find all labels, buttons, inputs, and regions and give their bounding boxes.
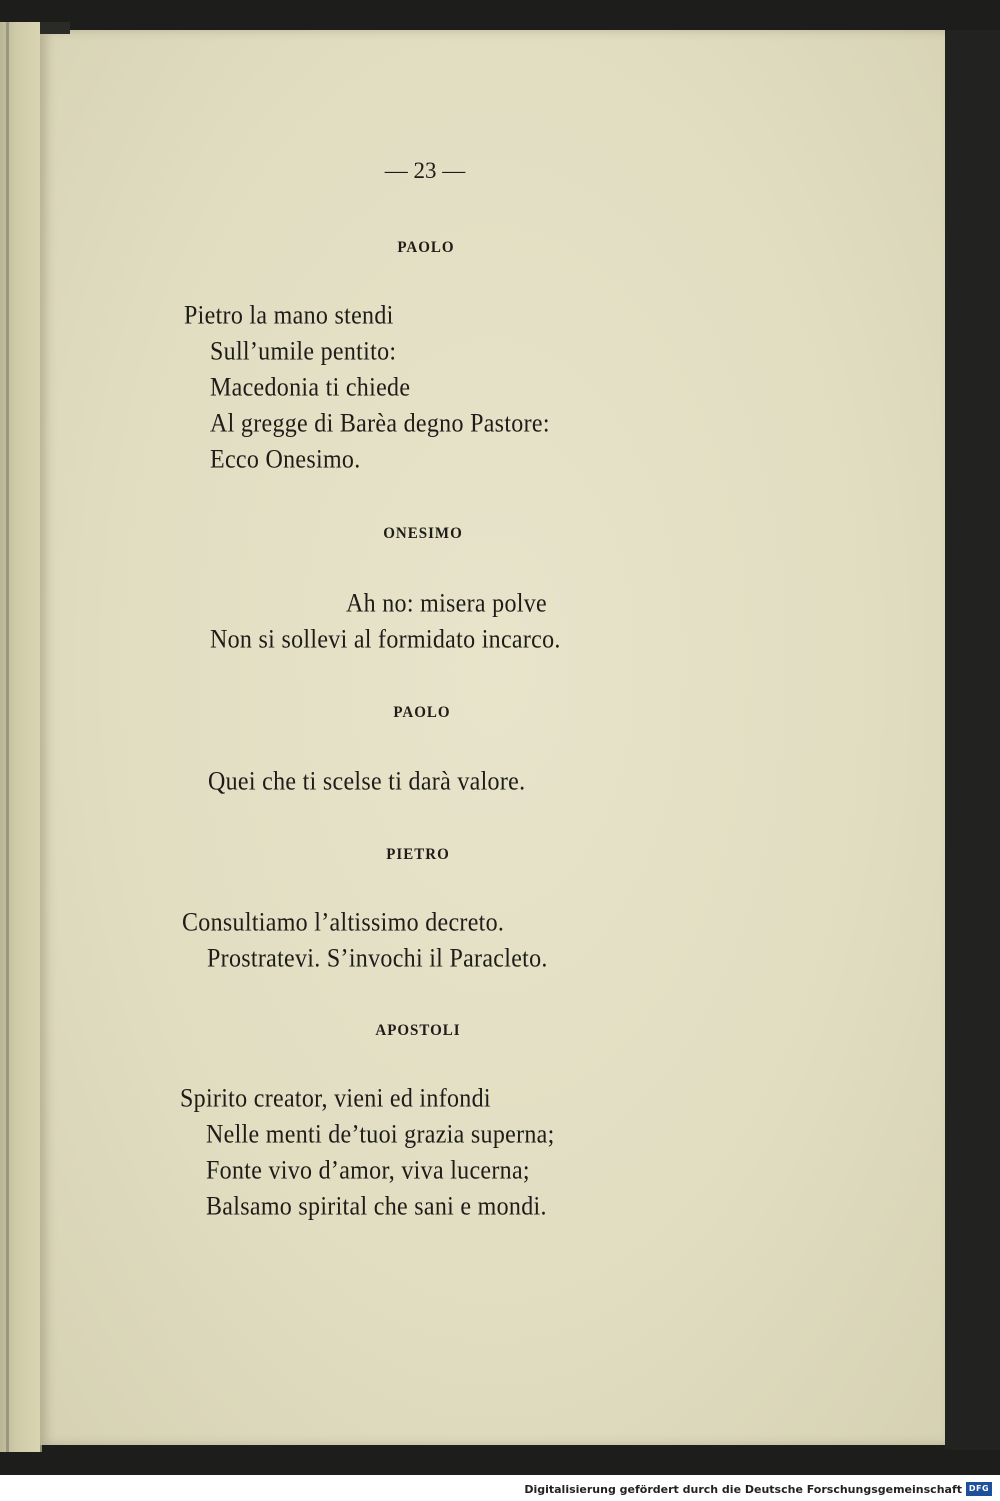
verse-line: Ecco Onesimo. — [210, 445, 361, 475]
binding-shadow — [40, 22, 70, 34]
speaker-paolo: PAOLO — [393, 704, 451, 722]
dfg-logo: DFG — [966, 1482, 992, 1496]
verse-line: Macedonia ti chiede — [210, 373, 411, 403]
speaker-onesimo: ONESIMO — [383, 525, 463, 543]
digitization-credit: Digitalisierung gefördert durch die Deutsche Forschungsgemeinschaft — [524, 1483, 962, 1496]
verse-line: Consultiamo l’altissimo decreto. — [182, 908, 505, 938]
speaker-paolo: PAOLO — [397, 239, 455, 257]
speaker-pietro: PIETRO — [386, 846, 450, 864]
verse-line: Al gregge di Barèa degno Pastore: — [210, 409, 550, 439]
verse-line: Sull’umile pentito: — [210, 337, 397, 367]
verse-line: Ah no: misera polve — [346, 589, 547, 619]
footer-bar — [0, 1475, 1000, 1501]
page-number: — 23 — — [384, 158, 466, 183]
verse-line: Prostratevi. S’invochi il Paracleto. — [207, 944, 548, 974]
background-dark-edge — [945, 30, 1000, 1450]
verse-line: Quei che ti scelse ti darà valore. — [208, 767, 526, 797]
previous-leaf-edge — [0, 22, 42, 1452]
verse-line: Fonte vivo d’amor, viva lucerna; — [206, 1156, 530, 1186]
verse-line: Spirito creator, vieni ed infondi — [180, 1084, 491, 1114]
verse-line: Pietro la mano stendi — [184, 301, 394, 331]
verse-line: Nelle menti de’tuoi grazia superna; — [206, 1120, 555, 1150]
verse-line: Non si sollevi al formidato incarco. — [210, 625, 561, 655]
verse-line: Balsamo spirital che sani e mondi. — [206, 1192, 547, 1222]
speaker-apostoli: APOSTOLI — [375, 1022, 461, 1040]
